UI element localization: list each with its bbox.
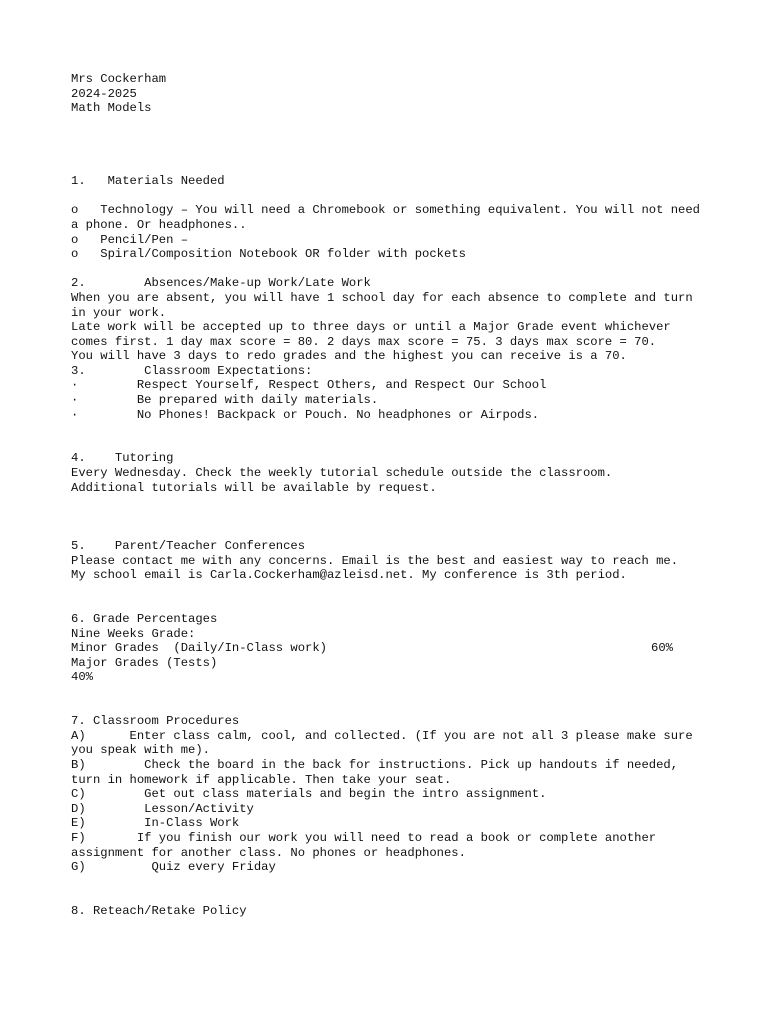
major-grades-value: 40%: [71, 670, 93, 685]
list-item: o Spiral/Composition Notebook OR folder with pockets: [71, 247, 466, 262]
minor-grades-row: [71, 641, 673, 656]
list-item: o Pencil/Pen –: [71, 232, 189, 247]
minor-grades-value: 60%: [651, 641, 673, 656]
paragraph-line: Late work will be accepted up to three days or until a Major Grade event whichever comes first. 1 day max score = 80. 2 days max score = 75. 3 days max score = 70.: [71, 320, 679, 349]
section-heading-procedures: 7. Classroom Procedures: [71, 714, 240, 729]
list-item: G) Quiz every Friday: [71, 860, 276, 875]
list-item: C) Get out class materials and begin the intro assignment.: [71, 787, 547, 802]
list-item: · Respect Yourself, Respect Others, and Respect Our School: [71, 378, 547, 393]
section-heading-retake: 8. Reteach/Retake Policy: [71, 903, 247, 918]
paragraph-line: Please contact me with any concerns. Email is the best and easiest way to reach me.: [71, 553, 679, 568]
list-item: · Be prepared with daily materials.: [71, 393, 379, 408]
minor-grades-label: Minor Grades (Daily/In-Class work): [71, 641, 327, 656]
list-item: o Technology – You will need a Chromebook or something equivalent. You will not need a phone. Or headphones..: [71, 203, 708, 232]
grade-subheading: Nine Weeks Grade:: [71, 626, 196, 641]
syllabus-document: [71, 72, 711, 918]
section-heading-expectations: 3. Classroom Expectations:: [71, 363, 313, 378]
paragraph-line: Additional tutorials will be available by request.: [71, 480, 437, 495]
list-item: A) Enter class calm, cool, and collected. (If you are not all 3 please make sure you speak with me).: [71, 728, 700, 758]
paragraph-line: Every Wednesday. Check the weekly tutorial schedule outside the classroom.: [71, 466, 613, 481]
list-item: E) In-Class Work: [71, 816, 240, 831]
paragraph-line: When you are absent, you will have 1 school day for each absence to complete and turn in your work.: [71, 290, 700, 320]
section-heading-tutoring: 4. Tutoring: [71, 451, 174, 466]
school-year: 2024-2025: [71, 86, 137, 101]
teacher-name: Mrs Cockerham: [71, 72, 167, 86]
paragraph-line: My school email is Carla.Cockerham@azleisd.net. My conference is 3th period.: [71, 568, 627, 583]
list-item: D) Lesson/Activity: [71, 801, 254, 816]
paragraph-line: You will have 3 days to redo grades and the highest you can receive is a 70.: [71, 349, 627, 364]
section-heading-conferences: 5. Parent/Teacher Conferences: [71, 539, 306, 554]
major-grades-label: Major Grades (Tests): [71, 655, 218, 670]
section-heading-absences: 2. Absences/Make-up Work/Late Work: [71, 276, 371, 291]
list-item: F) If you finish our work you will need to read a book or complete another assignment for another class. No phones or headphones.: [71, 830, 664, 860]
section-heading-materials: 1. Materials Needed: [71, 174, 225, 189]
list-item: · No Phones! Backpack or Pouch. No headphones or Airpods.: [71, 407, 540, 422]
list-item: B) Check the board in the back for instructions. Pick up handouts if needed, turn in homework if applicable. Then take your seat.: [71, 757, 686, 787]
section-heading-grades: 6. Grade Percentages: [71, 612, 218, 626]
course-name: Math Models: [71, 101, 152, 116]
